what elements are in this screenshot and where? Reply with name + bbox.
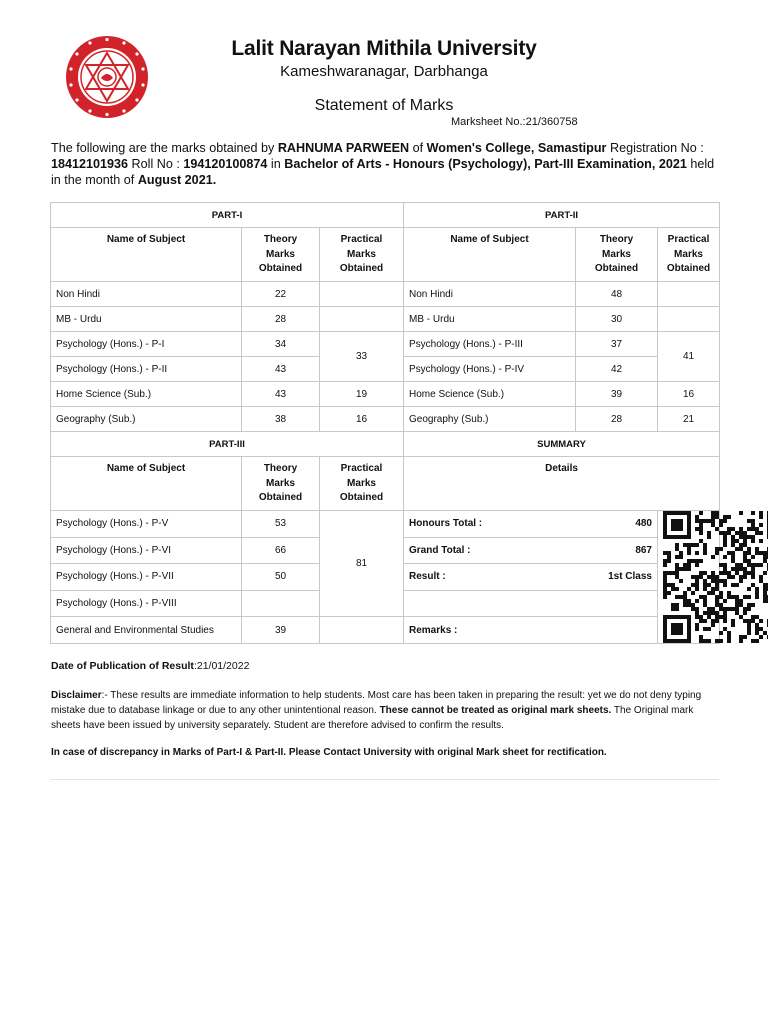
practical-marks: 33 [320,332,404,382]
theory-marks: 43 [242,382,320,407]
part1-header: PART-I [51,203,404,228]
subject-name: Psychology (Hons.) - P-V [51,511,242,538]
summary-empty-cell [404,590,658,617]
practical-marks: 41 [658,332,720,382]
practical-marks: 19 [320,382,404,407]
part-header-row [51,203,720,228]
column-header-row [51,228,720,282]
college-name: Women's College, Samastipur [426,141,607,155]
practical-marks: 16 [320,407,404,432]
part-header-row [51,432,720,457]
discrepancy-note: In case of discrepancy in Marks of Part-I & Part-II. Please Contact University with original Mark sheet for rectification. [51,747,607,758]
theory-marks: 28 [242,307,320,332]
practical-marks: 81 [320,511,404,617]
subject-name: Psychology (Hons.) - P-VII [51,564,242,591]
theory-marks: 34 [242,332,320,357]
subject-name: Geography (Sub.) [404,407,576,432]
marks-table [50,202,720,644]
col-subject-header: Name of Subject [51,457,242,511]
subject-name: MB - Urdu [404,307,576,332]
col-details-header: Details [404,457,720,511]
disclaimer: Disclaimer:- These results are immediate information to help students. Most care has been taken in preparing the result: yet we do not deny typing mistake due to database linkage or due to any other unintentional reason. These cannot be treated as original mark sheets. The Original mark sheets have been issued by university separately. Student are therefore advised to confirm the results. [51,690,702,731]
table-row [51,382,720,407]
subject-name: Psychology (Hons.) - P-III [404,332,576,357]
grand-total: Grand Total : 867 [404,537,658,564]
practical-marks [320,282,404,307]
summary-header: SUMMARY [404,432,720,457]
practical-marks [320,617,404,644]
practical-marks [658,282,720,307]
theory-marks: 22 [242,282,320,307]
col-practical-header: Practical Marks Obtained [320,457,404,511]
subject-name: Home Science (Sub.) [404,382,576,407]
student-name: RAHNUMA PARWEEN [277,141,410,155]
column-header-row [51,457,720,511]
table-row [51,407,720,432]
col-subject-header: Name of Subject [404,228,576,282]
subject-name: Geography (Sub.) [51,407,242,432]
subject-name: Non Hindi [404,282,576,307]
university-name: Lalit Narayan Mithila University [231,37,537,60]
subject-name: MB - Urdu [51,307,242,332]
part3-header: PART-III [51,432,404,457]
theory-marks: 66 [242,537,320,564]
qr-code-cell [658,511,720,644]
practical-marks [320,307,404,332]
divider [50,779,719,780]
col-practical-header: Practical Marks Obtained [658,228,720,282]
theory-marks: 30 [576,307,658,332]
registration-number: 18412101936 [51,157,129,171]
col-theory-header: Theory Marks Obtained [242,228,320,282]
intro-paragraph: The following are the marks obtained by RAHNUMA PARWEEN of Women's College, Samastipur Registration No : 18412101936 Roll No : 194120100874 in Bachelor of Arts - Honours (Psychology), Part-III Examination, 2021 held in the month of August 2021. [51,141,715,187]
practical-marks: 21 [658,407,720,432]
honours-total: Honours Total : 480 [404,511,658,538]
col-subject-header: Name of Subject [51,228,242,282]
qr-code-icon [663,511,768,643]
subject-name: Non Hindi [51,282,242,307]
theory-marks: 37 [576,332,658,357]
university-location: Kameshwaranagar, Darbhanga [280,63,488,80]
marksheet-number: Marksheet No.:21/360758 [451,116,578,128]
theory-marks: 38 [242,407,320,432]
remarks: Remarks : [404,617,658,644]
table-row [51,282,720,307]
theory-marks: 39 [242,617,320,644]
col-practical-header: Practical Marks Obtained [320,228,404,282]
subject-name: Psychology (Hons.) - P-II [51,357,242,382]
part2-header: PART-II [404,203,720,228]
table-row [51,617,720,644]
theory-marks: 48 [576,282,658,307]
subject-name: Home Science (Sub.) [51,382,242,407]
theory-marks: 42 [576,357,658,382]
publication-date: Date of Publication of Result:21/01/2022 [51,660,250,672]
col-theory-header: Theory Marks Obtained [576,228,658,282]
exam-month: August 2021. [137,173,217,187]
theory-marks: 39 [576,382,658,407]
course-name: Bachelor of Arts - Honours (Psychology), Part-III Examination, 2021 [284,157,687,171]
theory-marks: 53 [242,511,320,538]
practical-marks: 16 [658,382,720,407]
subject-name: Psychology (Hons.) - P-VI [51,537,242,564]
col-theory-header: Theory Marks Obtained [242,457,320,511]
theory-marks: 28 [576,407,658,432]
subject-name: General and Environmental Studies [51,617,242,644]
subject-name: Psychology (Hons.) - P-IV [404,357,576,382]
statement-title: Statement of Marks [314,97,454,114]
table-row [51,511,720,538]
table-row [51,332,720,357]
result: Result : 1st Class [404,564,658,591]
theory-marks: 43 [242,357,320,382]
theory-marks [242,590,320,617]
subject-name: Psychology (Hons.) - P-VIII [51,590,242,617]
subject-name: Psychology (Hons.) - P-I [51,332,242,357]
practical-marks [658,307,720,332]
roll-number: 194120100874 [183,157,268,171]
table-row [51,307,720,332]
theory-marks: 50 [242,564,320,591]
